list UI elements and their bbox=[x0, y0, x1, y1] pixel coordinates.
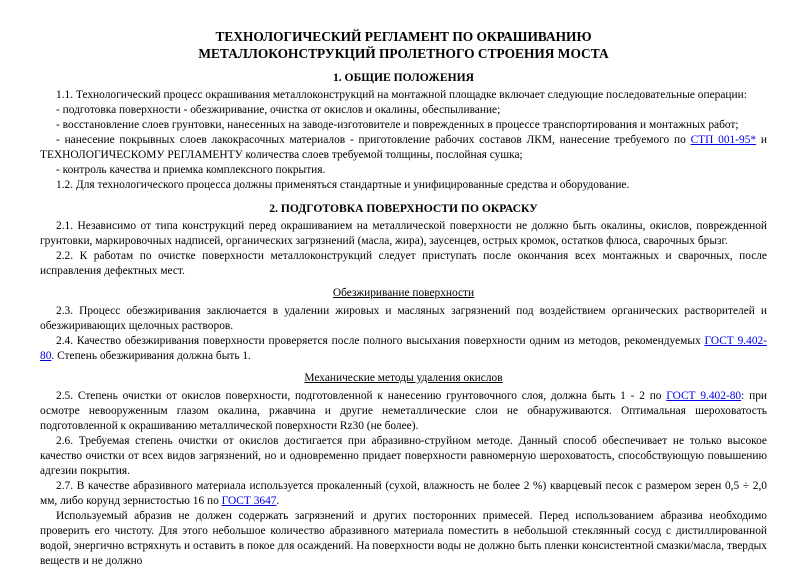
paragraph-2-5-text-a: 2.5. Степень очистки от окислов поверхности, подготовленной к нанесению грунтовочного слоя, должна быть 1 - 2 по bbox=[56, 390, 667, 402]
paragraph-2-7 bbox=[40, 479, 767, 509]
document-title-line-2: МЕТАЛЛОКОНСТРУКЦИЙ ПРОЛЕТНОГО СТРОЕНИЯ МОСТА bbox=[198, 46, 609, 61]
paragraph-abrasive-cleanliness: Используемый абразив не должен содержать загрязнений и других посторонних примесей. Перед использованием абразива необходимо проверить его чистоту. Для этого небольшое количество абразивного материала поместить в небольшой стеклянный сосуд с дистиллированной водой, энергично встряхнуть и оставить в покое для осаждений. На поверхности воды не должно быть пленки консистентной смазки/масла, твердых веществ и не должно bbox=[40, 510, 767, 567]
stp-001-95-link[interactable]: СТП 001-95* bbox=[690, 134, 757, 146]
paragraph-2-4-text-a: 2.4. Качество обезжиривания поверхности проверяется после полного высыхания поверхности одним из методов, рекомендуемых bbox=[56, 335, 705, 347]
list-item-quality-control: - контроль качества и приемка комплексного покрытия. bbox=[56, 164, 326, 176]
paragraph-2-6: 2.6. Требуемая степень очистки от окислов достигается при абразивно-струйном методе. Данный способ обеспечивает не только высокое качество очистки от всех видов загрязнений, но и одновременно придает поверхности равномерную шероховатость, способствующую повышению адгезии покрытия. bbox=[40, 435, 767, 477]
gost-9-402-80-link-2[interactable]: ГОСТ 9.402-80 bbox=[666, 390, 742, 402]
gost-3647-link[interactable]: ГОСТ 3647 bbox=[221, 495, 277, 507]
section-2-heading: 2. ПОДГОТОВКА ПОВЕРХНОСТИ ПО ОКРАСКУ bbox=[269, 202, 538, 215]
paragraph-2-4-text-b: . Степень обезжиривания должна быть 1. bbox=[51, 350, 251, 362]
document-title-line-1: ТЕХНОЛОГИЧЕСКИЙ РЕГЛАМЕНТ ПО ОКРАШИВАНИЮ bbox=[215, 29, 592, 44]
list-item-primer-restore: - восстановление слоев грунтовки, нанесенных на заводе-изготовителе и поврежденных в процессе транспортирования и монтажных работ; bbox=[56, 119, 739, 131]
list-item-topcoat bbox=[40, 133, 767, 163]
gost-9-402-80-link[interactable]: ГОСТ 9.402-80 bbox=[40, 335, 768, 362]
section-1-heading: 1. ОБЩИЕ ПОЛОЖЕНИЯ bbox=[332, 71, 475, 84]
paragraph-2-7-text-a: 2.7. В качестве абразивного материала используется прокаленный (сухой, влажность не более 2 %) кварцевый песок с размером зерен 0,5 ÷ 2,0 мм, либо корунд зернистостью 16 по bbox=[40, 480, 767, 507]
paragraph-2-1: 2.1. Независимо от типа конструкций перед окрашиванием на металлической поверхности не должно быть окалины, окислов, поврежденной грунтовки, маркировочных надписей, органических загрязнений (масла, жира), заусенцев, острых кромок, остатков флюса, сварочных брызг. bbox=[40, 220, 767, 247]
list-item-topcoat-text-b: и ТЕХНОЛОГИЧЕСКОМУ РЕГЛАМЕНТУ количества слоев требуемой толщины, послойная сушка; bbox=[40, 134, 767, 161]
subheading-mechanical-methods: Механические методы удаления окислов bbox=[304, 372, 503, 384]
list-item-surface-prep: - подготовка поверхности - обезжиривание, очистка от окислов и окалины, обеспыливание; bbox=[56, 104, 501, 116]
paragraph-1-2: 1.2. Для технологического процесса должны применяться стандартные и унифицированные средства и оборудование. bbox=[56, 179, 630, 191]
list-item-topcoat-text-a: - нанесение покрывных слоев лакокрасочных материалов - приготовление рабочих составов ЛКМ, нанесение требуемого по bbox=[56, 134, 691, 146]
paragraph-1-1: 1.1. Технологический процесс окрашивания металлоконструкций на монтажной площадке включает следующие последовательные операции: bbox=[56, 89, 747, 101]
paragraph-2-3: 2.3. Процесс обезжиривания заключается в удалении жировых и масляных загрязнений под воздействием органических растворителей и обезжиривающих щелочных растворов. bbox=[40, 305, 767, 332]
subheading-degreasing: Обезжиривание поверхности bbox=[332, 287, 475, 299]
paragraph-2-7-text-b: . bbox=[276, 495, 280, 507]
paragraph-2-4 bbox=[40, 334, 767, 364]
paragraph-2-5-text-b: : при осмотре невооруженным глазом окалина, ржавчина и другие неметаллические слои не обнаруживаются. Оптимальная шероховатость подготовленной к окрашиванию металлической поверхности Rz30 (не более). bbox=[40, 390, 767, 432]
paragraph-2-5 bbox=[40, 389, 767, 434]
paragraph-2-2: 2.2. К работам по очистке поверхности металлоконструкций следует приступать после окончания всех монтажных и сварочных, после исправления дефектных мест. bbox=[40, 250, 767, 277]
